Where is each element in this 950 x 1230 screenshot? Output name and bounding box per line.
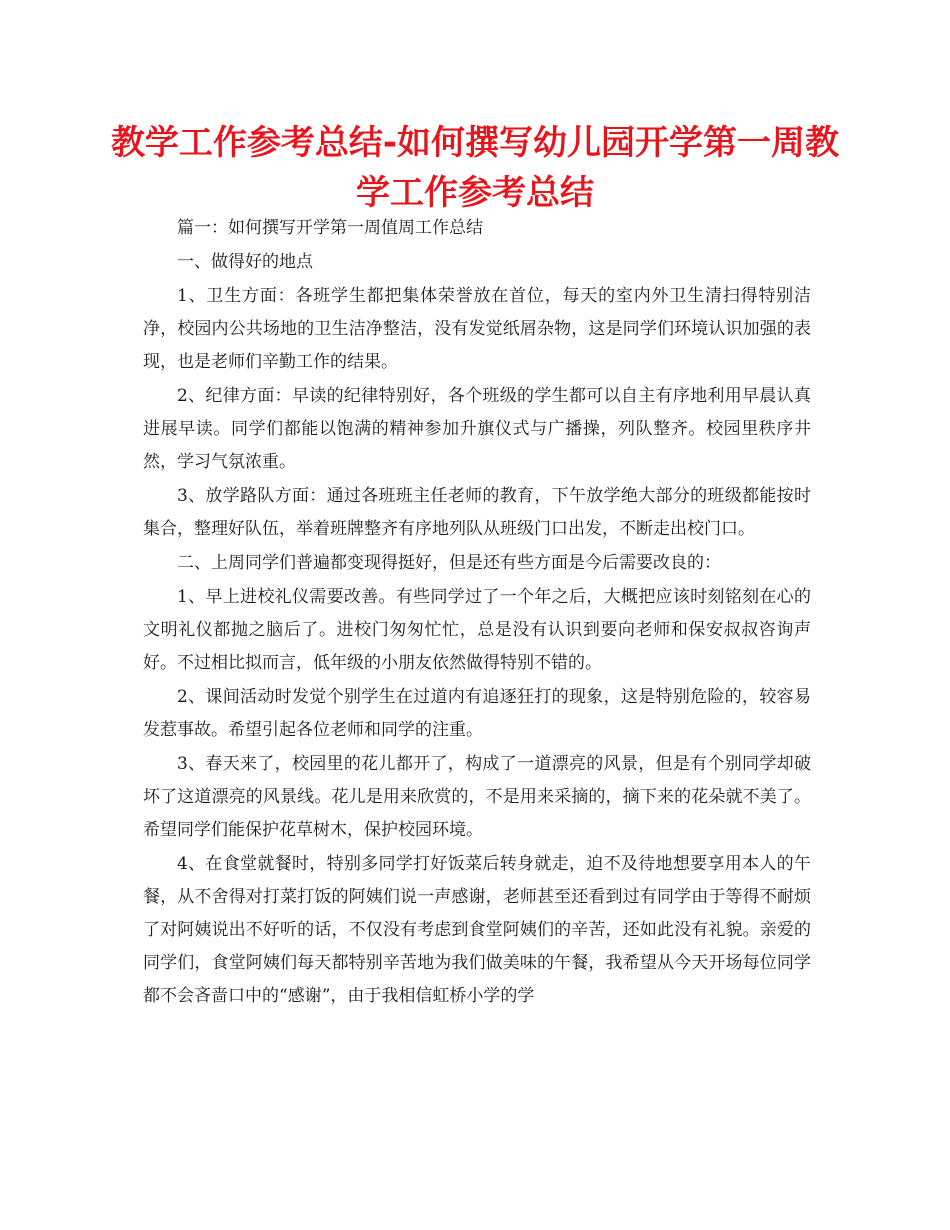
document-body (143, 212, 811, 1014)
paragraph-etiquette: 1、早上进校礼仪需要改善。有些同学过了一个年之后，大概把应该时刻铭刻在心的文明礼仪都抛之脑后了。进校门匆匆忙忙，总是没有认识到要向老师和保安叔叔咨询声好。不过相比拟而言，低年级的小朋友依然做得特别不错的。 (143, 587, 811, 673)
paragraph-hallway-safety: 2、课间活动时发觉个别学生在过道内有追逐狂打的现象，这是特别危险的，较容易发惹事故。希望引起各位老师和同学的注重。 (143, 687, 811, 740)
page-title: 教学工作参考总结-如何撰写幼儿园开学第一周教学工作参考总结 (110, 123, 840, 213)
paragraph-discipline: 2、纪律方面：早读的纪律特别好，各个班级的学生都可以自主有序地利用早晨认真进展早读。同学们都能以饱满的精神参加升旗仪式与广播操，列队整齐。校园里秩序井然，学习气氛浓重。 (143, 386, 811, 472)
paragraph-dismissal-lines: 3、放学路队方面：通过各班班主任老师的教育，下午放学绝大部分的班级都能按时集合，整理好队伍，举着班牌整齐有序地列队从班级门口出发，不断走出校门口。 (143, 486, 811, 539)
paragraph-subheading-improvements: 二、上周同学们普遍都变现得挺好，但是还有些方面是今后需要改良的： (177, 553, 721, 573)
paragraph-hygiene: 1、卫生方面：各班学生都把集体荣誉放在首位，每天的室内外卫生清扫得特别洁净，校园内公共场地的卫生洁净整洁，没有发觉纸屑杂物，这是同学们环境认识加强的表现，也是老师们辛勤工作的结果。 (143, 286, 811, 372)
paragraph-section-heading: 篇一：如何撰写开学第一周值周工作总结 (177, 218, 483, 238)
paragraph-subheading-good-points: 一、做得好的地点 (177, 252, 313, 272)
paragraph-flowers: 3、春天来了，校园里的花儿都开了，构成了一道漂亮的风景，但是有个别同学却破坏了这道漂亮的风景线。花儿是用来欣赏的，不是用来采摘的，摘下来的花朵就不美了。希望同学们能保护花草树木，保护校园环境。 (143, 754, 811, 840)
paragraph-cafeteria: 4、在食堂就餐时，特别多同学打好饭菜后转身就走，迫不及待地想要享用本人的午餐，从不舍得对打菜打饭的阿姨们说一声感谢，老师甚至还看到过有同学由于等得不耐烦了对阿姨说出不好听的话，不仅没有考虑到食堂阿姨们的辛苦，还如此没有礼貌。亲爱的同学们，食堂阿姨们每天都特别辛苦地为我们做美味的午餐，我希望从今天开场每位同学都不会吝啬口中的“感谢”，由于我相信虹桥小学的学 (143, 854, 811, 1006)
